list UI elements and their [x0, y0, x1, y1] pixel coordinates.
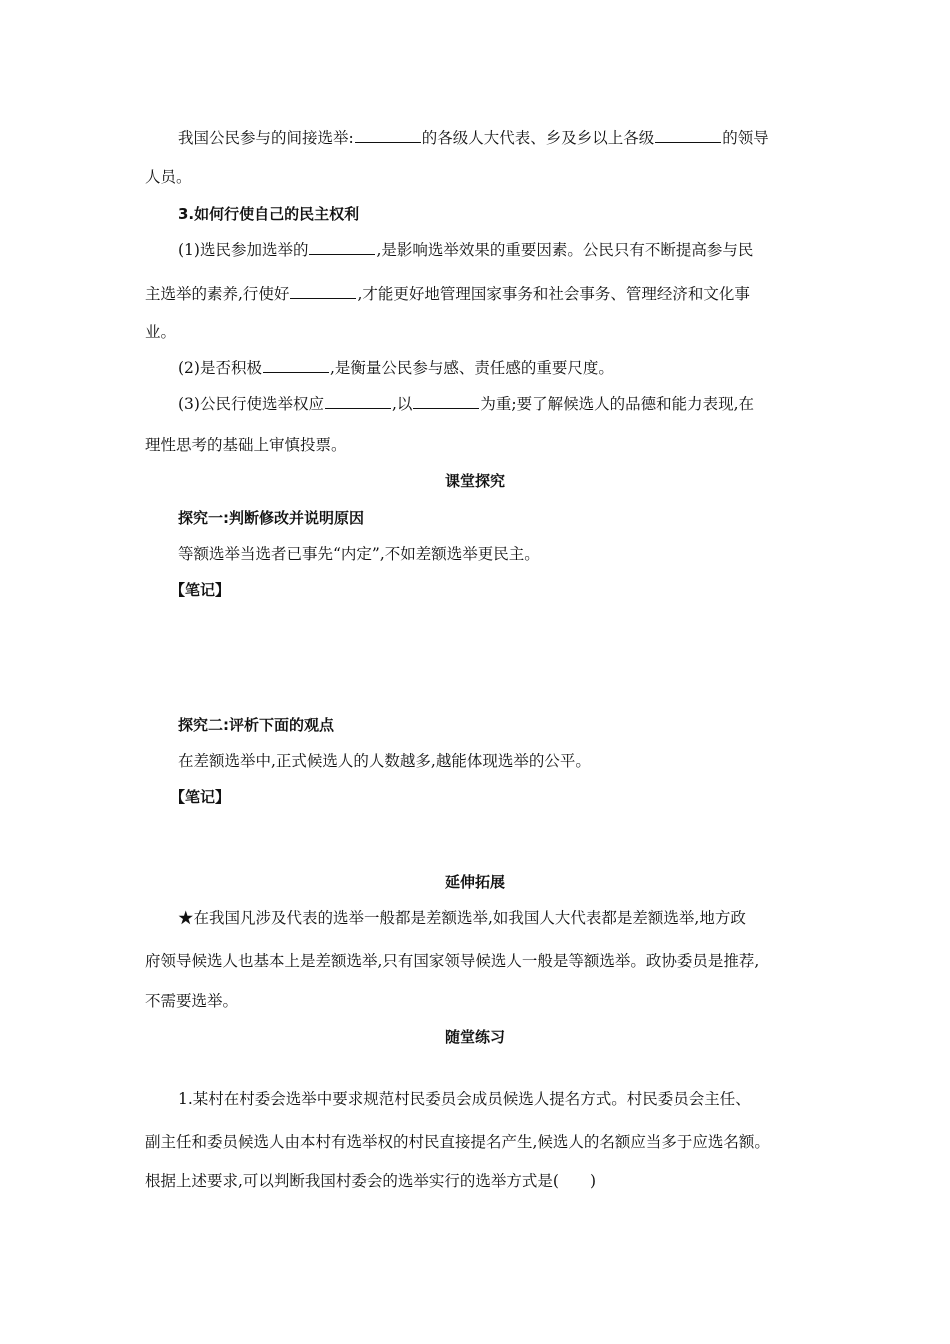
- paragraph-3-line-1: [178, 393, 754, 415]
- text-segment: (3)公民行使选举权应: [178, 395, 324, 413]
- text-segment: 的领导: [722, 129, 769, 147]
- question-1-line-2: 副主任和委员候选人由本村有选举权的村民直接提名产生,候选人的名额应当多于应选名额。: [145, 1133, 770, 1151]
- extension-title: 延伸拓展: [444, 873, 505, 891]
- extension-line-1: ★在我国凡涉及代表的选举一般都是差额选举,如我国人大代表都是差额选举,地方政: [178, 909, 746, 927]
- fill-blank[interactable]: [309, 240, 375, 255]
- inquiry-2-text: 在差额选举中,正式候选人的人数越多,越能体现选举的公平。: [178, 752, 591, 770]
- paragraph-1-line-2: [145, 283, 750, 305]
- fill-blank[interactable]: [413, 394, 479, 409]
- section-heading: 3.如何行使自己的民主权利: [178, 205, 360, 223]
- text-segment: ,是衡量公民参与感、责任感的重要尺度。: [329, 359, 614, 377]
- text-segment: (2)是否积极: [178, 359, 262, 377]
- text-segment: ,以: [391, 395, 413, 413]
- notes-label-2: 【笔记】: [170, 788, 231, 806]
- fill-blank[interactable]: [325, 394, 391, 409]
- paragraph-3-line-2: 理性思考的基础上审慎投票。: [145, 436, 347, 454]
- paragraph-1-line-1: [178, 239, 753, 261]
- fill-blank[interactable]: [290, 284, 356, 299]
- fill-blank[interactable]: [655, 128, 721, 143]
- paragraph-1-line-3: 业。: [145, 323, 177, 341]
- extension-line-2: 府领导候选人也基本上是差额选举,只有国家领导候选人一般是等额选举。政协委员是推荐,: [145, 952, 760, 970]
- practice-title: 随堂练习: [444, 1028, 505, 1046]
- inquiry-2-title: 探究二:评析下面的观点: [178, 716, 334, 734]
- indirect-election-line-1: [178, 127, 769, 149]
- paragraph-2: [178, 357, 614, 379]
- inquiry-1-title: 探究一:判断修改并说明原因: [178, 509, 364, 527]
- indirect-election-line-2: 人员。: [145, 168, 192, 186]
- text-segment: (1)选民参加选举的: [178, 241, 309, 259]
- notes-label-1: 【笔记】: [170, 581, 231, 599]
- text-segment: 我国公民参与的间接选举:: [178, 129, 354, 147]
- text-segment: 主选举的素养,行使好: [145, 285, 290, 303]
- text-segment: 的各级人大代表、乡及乡以上各级: [421, 129, 655, 147]
- fill-blank[interactable]: [355, 128, 421, 143]
- extension-line-3: 不需要选举。: [145, 992, 239, 1010]
- text-segment: 为重;要了解候选人的品德和能力表现,在: [480, 395, 755, 413]
- question-1-line-3: 根据上述要求,可以判断我国村委会的选举实行的选举方式是( ): [145, 1172, 597, 1190]
- fill-blank[interactable]: [263, 358, 329, 373]
- text-segment: ,是影响选举效果的重要因素。公民只有不断提高参与民: [376, 241, 754, 259]
- inquiry-1-text: 等额选举当选者已事先“内定”,不如差额选举更民主。: [178, 545, 540, 563]
- text-segment: ,才能更好地管理国家事务和社会事务、管理经济和文化事: [357, 285, 750, 303]
- question-1-line-1: 1.某村在村委会选举中要求规范村民委员会成员候选人提名方式。村民委员会主任、: [178, 1090, 751, 1108]
- classroom-inquiry-title: 课堂探究: [444, 472, 505, 490]
